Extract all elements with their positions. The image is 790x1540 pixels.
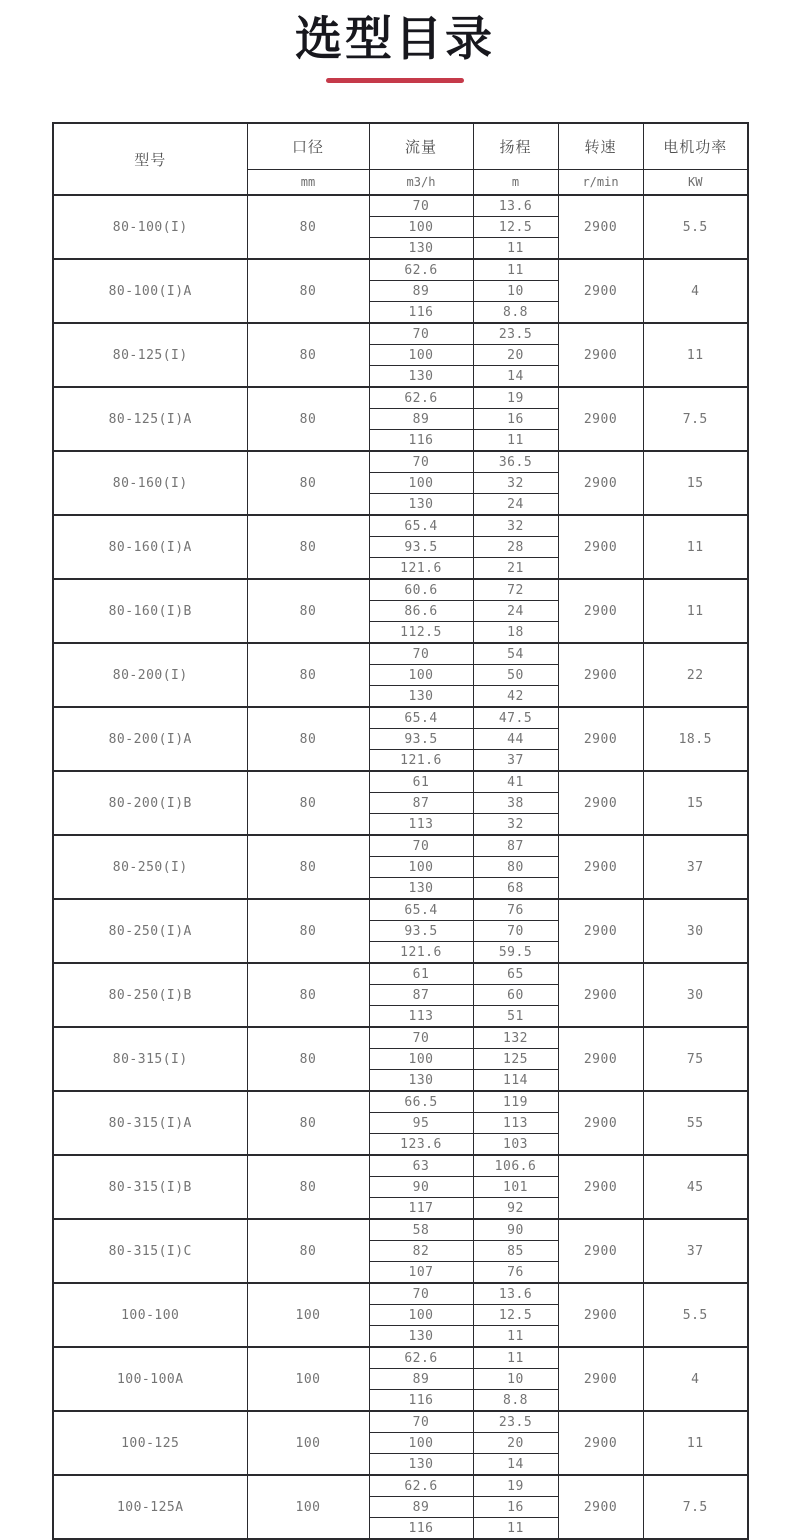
model-cell: 80-250(I)	[53, 835, 247, 899]
diameter-cell: 100	[247, 1347, 369, 1411]
head-cell: 47.5	[473, 707, 558, 729]
flow-cell: 100	[369, 665, 473, 686]
head-cell: 85	[473, 1241, 558, 1262]
speed-cell: 2900	[558, 515, 643, 579]
flow-cell: 130	[369, 366, 473, 388]
model-cell: 80-160(I)B	[53, 579, 247, 643]
power-cell: 37	[643, 835, 748, 899]
flow-cell: 62.6	[369, 259, 473, 281]
speed-cell: 2900	[558, 1091, 643, 1155]
head-cell: 51	[473, 1006, 558, 1028]
diameter-cell: 80	[247, 515, 369, 579]
power-cell: 11	[643, 515, 748, 579]
diameter-cell: 80	[247, 1091, 369, 1155]
model-cell: 80-125(I)A	[53, 387, 247, 451]
diameter-cell: 80	[247, 195, 369, 259]
model-cell: 80-315(I)B	[53, 1155, 247, 1219]
flow-cell: 130	[369, 1326, 473, 1348]
head-cell: 59.5	[473, 942, 558, 964]
model-cell: 80-315(I)C	[53, 1219, 247, 1283]
model-cell: 80-160(I)A	[53, 515, 247, 579]
power-cell: 11	[643, 323, 748, 387]
head-cell: 23.5	[473, 1411, 558, 1433]
table-row	[53, 259, 748, 281]
speed-cell: 2900	[558, 643, 643, 707]
table-row	[53, 579, 748, 601]
pump-selection-table	[52, 122, 749, 1540]
diameter-cell: 80	[247, 771, 369, 835]
flow-cell: 65.4	[369, 515, 473, 537]
head-cell: 60	[473, 985, 558, 1006]
flow-cell: 70	[369, 1283, 473, 1305]
flow-cell: 62.6	[369, 1347, 473, 1369]
flow-cell: 116	[369, 1518, 473, 1540]
table-row	[53, 1283, 748, 1305]
flow-cell: 70	[369, 643, 473, 665]
column-header-model: 型号	[53, 123, 247, 195]
flow-cell: 107	[369, 1262, 473, 1284]
head-cell: 24	[473, 601, 558, 622]
speed-cell: 2900	[558, 1475, 643, 1539]
flow-cell: 70	[369, 1411, 473, 1433]
table-row	[53, 323, 748, 345]
model-cell: 80-315(I)	[53, 1027, 247, 1091]
head-cell: 42	[473, 686, 558, 708]
power-cell: 30	[643, 963, 748, 1027]
head-cell: 103	[473, 1134, 558, 1156]
flow-cell: 121.6	[369, 558, 473, 580]
diameter-cell: 80	[247, 899, 369, 963]
head-cell: 101	[473, 1177, 558, 1198]
power-cell: 11	[643, 579, 748, 643]
model-cell: 100-100A	[53, 1347, 247, 1411]
head-cell: 12.5	[473, 217, 558, 238]
flow-cell: 66.5	[369, 1091, 473, 1113]
speed-cell: 2900	[558, 259, 643, 323]
flow-cell: 93.5	[369, 537, 473, 558]
flow-cell: 130	[369, 494, 473, 516]
head-cell: 23.5	[473, 323, 558, 345]
diameter-cell: 80	[247, 643, 369, 707]
table-row	[53, 195, 748, 217]
flow-cell: 89	[369, 1497, 473, 1518]
head-cell: 70	[473, 921, 558, 942]
head-cell: 87	[473, 835, 558, 857]
head-cell: 20	[473, 345, 558, 366]
diameter-cell: 100	[247, 1283, 369, 1347]
table-row	[53, 643, 748, 665]
head-cell: 68	[473, 878, 558, 900]
flow-cell: 65.4	[369, 707, 473, 729]
head-cell: 113	[473, 1113, 558, 1134]
head-cell: 38	[473, 793, 558, 814]
speed-cell: 2900	[558, 1411, 643, 1475]
head-cell: 125	[473, 1049, 558, 1070]
head-cell: 37	[473, 750, 558, 772]
flow-cell: 100	[369, 1433, 473, 1454]
model-cell: 80-160(I)	[53, 451, 247, 515]
flow-cell: 121.6	[369, 942, 473, 964]
flow-cell: 130	[369, 878, 473, 900]
speed-cell: 2900	[558, 323, 643, 387]
diameter-cell: 100	[247, 1411, 369, 1475]
model-cell: 80-100(I)A	[53, 259, 247, 323]
head-cell: 12.5	[473, 1305, 558, 1326]
power-cell: 5.5	[643, 1283, 748, 1347]
power-cell: 15	[643, 451, 748, 515]
power-cell: 55	[643, 1091, 748, 1155]
diameter-cell: 80	[247, 1027, 369, 1091]
head-cell: 11	[473, 259, 558, 281]
head-cell: 76	[473, 899, 558, 921]
head-cell: 32	[473, 515, 558, 537]
column-header-diameter: 口径	[247, 123, 369, 170]
table-row	[53, 707, 748, 729]
unit-speed: r/min	[558, 170, 643, 196]
table-row	[53, 451, 748, 473]
head-cell: 92	[473, 1198, 558, 1220]
head-cell: 54	[473, 643, 558, 665]
flow-cell: 100	[369, 473, 473, 494]
speed-cell: 2900	[558, 707, 643, 771]
head-cell: 21	[473, 558, 558, 580]
model-cell: 100-100	[53, 1283, 247, 1347]
head-cell: 132	[473, 1027, 558, 1049]
table-row	[53, 1347, 748, 1369]
flow-cell: 60.6	[369, 579, 473, 601]
flow-cell: 87	[369, 793, 473, 814]
column-header-flow: 流量	[369, 123, 473, 170]
speed-cell: 2900	[558, 771, 643, 835]
speed-cell: 2900	[558, 899, 643, 963]
head-cell: 32	[473, 473, 558, 494]
model-cell: 80-100(I)	[53, 195, 247, 259]
flow-cell: 65.4	[369, 899, 473, 921]
head-cell: 119	[473, 1091, 558, 1113]
flow-cell: 130	[369, 686, 473, 708]
flow-cell: 58	[369, 1219, 473, 1241]
table-row	[53, 515, 748, 537]
flow-cell: 100	[369, 1049, 473, 1070]
speed-cell: 2900	[558, 1347, 643, 1411]
flow-cell: 63	[369, 1155, 473, 1177]
power-cell: 75	[643, 1027, 748, 1091]
power-cell: 37	[643, 1219, 748, 1283]
head-cell: 19	[473, 387, 558, 409]
head-cell: 32	[473, 814, 558, 836]
head-cell: 11	[473, 1347, 558, 1369]
flow-cell: 93.5	[369, 921, 473, 942]
column-header-head: 扬程	[473, 123, 558, 170]
head-cell: 14	[473, 366, 558, 388]
flow-cell: 116	[369, 430, 473, 452]
head-cell: 20	[473, 1433, 558, 1454]
flow-cell: 100	[369, 345, 473, 366]
flow-cell: 116	[369, 1390, 473, 1412]
flow-cell: 130	[369, 238, 473, 260]
head-cell: 14	[473, 1454, 558, 1476]
flow-cell: 123.6	[369, 1134, 473, 1156]
speed-cell: 2900	[558, 1219, 643, 1283]
flow-cell: 62.6	[369, 1475, 473, 1497]
unit-flow: m3/h	[369, 170, 473, 196]
flow-cell: 117	[369, 1198, 473, 1220]
table-header	[53, 123, 748, 195]
power-cell: 7.5	[643, 1475, 748, 1539]
model-cell: 80-200(I)A	[53, 707, 247, 771]
column-header-power: 电机功率	[643, 123, 748, 170]
table-row	[53, 1155, 748, 1177]
speed-cell: 2900	[558, 579, 643, 643]
head-cell: 13.6	[473, 195, 558, 217]
head-cell: 18	[473, 622, 558, 644]
flow-cell: 113	[369, 1006, 473, 1028]
head-cell: 114	[473, 1070, 558, 1092]
diameter-cell: 80	[247, 1219, 369, 1283]
head-cell: 16	[473, 409, 558, 430]
power-cell: 18.5	[643, 707, 748, 771]
model-cell: 80-200(I)B	[53, 771, 247, 835]
diameter-cell: 80	[247, 835, 369, 899]
flow-cell: 121.6	[369, 750, 473, 772]
table-row	[53, 1475, 748, 1497]
diameter-cell: 80	[247, 963, 369, 1027]
table-row	[53, 1219, 748, 1241]
table-body	[53, 195, 748, 1539]
head-cell: 72	[473, 579, 558, 601]
flow-cell: 113	[369, 814, 473, 836]
head-cell: 41	[473, 771, 558, 793]
power-cell: 30	[643, 899, 748, 963]
head-cell: 76	[473, 1262, 558, 1284]
power-cell: 4	[643, 259, 748, 323]
table-row	[53, 1411, 748, 1433]
unit-head: m	[473, 170, 558, 196]
flow-cell: 100	[369, 1305, 473, 1326]
flow-cell: 87	[369, 985, 473, 1006]
flow-cell: 130	[369, 1454, 473, 1476]
head-cell: 10	[473, 281, 558, 302]
diameter-cell: 80	[247, 387, 369, 451]
table-row	[53, 1027, 748, 1049]
flow-cell: 70	[369, 1027, 473, 1049]
model-cell: 80-250(I)A	[53, 899, 247, 963]
diameter-cell: 80	[247, 451, 369, 515]
flow-cell: 89	[369, 409, 473, 430]
title-underline-decoration	[326, 78, 464, 83]
unit-diameter: mm	[247, 170, 369, 196]
column-header-speed: 转速	[558, 123, 643, 170]
head-cell: 11	[473, 238, 558, 260]
flow-cell: 70	[369, 835, 473, 857]
head-cell: 24	[473, 494, 558, 516]
speed-cell: 2900	[558, 1155, 643, 1219]
table-row	[53, 963, 748, 985]
head-cell: 50	[473, 665, 558, 686]
speed-cell: 2900	[558, 387, 643, 451]
speed-cell: 2900	[558, 195, 643, 259]
head-cell: 28	[473, 537, 558, 558]
flow-cell: 89	[369, 281, 473, 302]
head-cell: 11	[473, 1326, 558, 1348]
flow-cell: 93.5	[369, 729, 473, 750]
diameter-cell: 100	[247, 1475, 369, 1539]
diameter-cell: 80	[247, 259, 369, 323]
diameter-cell: 80	[247, 323, 369, 387]
power-cell: 15	[643, 771, 748, 835]
flow-cell: 86.6	[369, 601, 473, 622]
power-cell: 5.5	[643, 195, 748, 259]
flow-cell: 100	[369, 217, 473, 238]
power-cell: 45	[643, 1155, 748, 1219]
flow-cell: 82	[369, 1241, 473, 1262]
flow-cell: 61	[369, 963, 473, 985]
head-cell: 65	[473, 963, 558, 985]
model-cell: 100-125	[53, 1411, 247, 1475]
model-cell: 80-250(I)B	[53, 963, 247, 1027]
model-cell: 80-315(I)A	[53, 1091, 247, 1155]
flow-cell: 70	[369, 323, 473, 345]
flow-cell: 70	[369, 195, 473, 217]
model-cell: 80-200(I)	[53, 643, 247, 707]
table-row	[53, 387, 748, 409]
flow-cell: 90	[369, 1177, 473, 1198]
head-cell: 106.6	[473, 1155, 558, 1177]
head-cell: 8.8	[473, 302, 558, 324]
head-cell: 36.5	[473, 451, 558, 473]
power-cell: 4	[643, 1347, 748, 1411]
power-cell: 7.5	[643, 387, 748, 451]
flow-cell: 116	[369, 302, 473, 324]
table-row	[53, 899, 748, 921]
head-cell: 11	[473, 1518, 558, 1540]
head-cell: 90	[473, 1219, 558, 1241]
head-cell: 13.6	[473, 1283, 558, 1305]
power-cell: 11	[643, 1411, 748, 1475]
head-cell: 16	[473, 1497, 558, 1518]
flow-cell: 62.6	[369, 387, 473, 409]
diameter-cell: 80	[247, 707, 369, 771]
head-cell: 11	[473, 430, 558, 452]
diameter-cell: 80	[247, 1155, 369, 1219]
head-cell: 80	[473, 857, 558, 878]
power-cell: 22	[643, 643, 748, 707]
table-row	[53, 835, 748, 857]
head-cell: 8.8	[473, 1390, 558, 1412]
model-cell: 100-125A	[53, 1475, 247, 1539]
head-cell: 19	[473, 1475, 558, 1497]
flow-cell: 89	[369, 1369, 473, 1390]
flow-cell: 95	[369, 1113, 473, 1134]
head-cell: 44	[473, 729, 558, 750]
flow-cell: 100	[369, 857, 473, 878]
page-title: 选型目录	[295, 12, 495, 65]
model-cell: 80-125(I)	[53, 323, 247, 387]
unit-power: KW	[643, 170, 748, 196]
speed-cell: 2900	[558, 835, 643, 899]
head-cell: 10	[473, 1369, 558, 1390]
diameter-cell: 80	[247, 579, 369, 643]
flow-cell: 130	[369, 1070, 473, 1092]
flow-cell: 61	[369, 771, 473, 793]
speed-cell: 2900	[558, 451, 643, 515]
table-row	[53, 771, 748, 793]
flow-cell: 70	[369, 451, 473, 473]
speed-cell: 2900	[558, 1283, 643, 1347]
speed-cell: 2900	[558, 963, 643, 1027]
flow-cell: 112.5	[369, 622, 473, 644]
speed-cell: 2900	[558, 1027, 643, 1091]
table-row	[53, 1091, 748, 1113]
